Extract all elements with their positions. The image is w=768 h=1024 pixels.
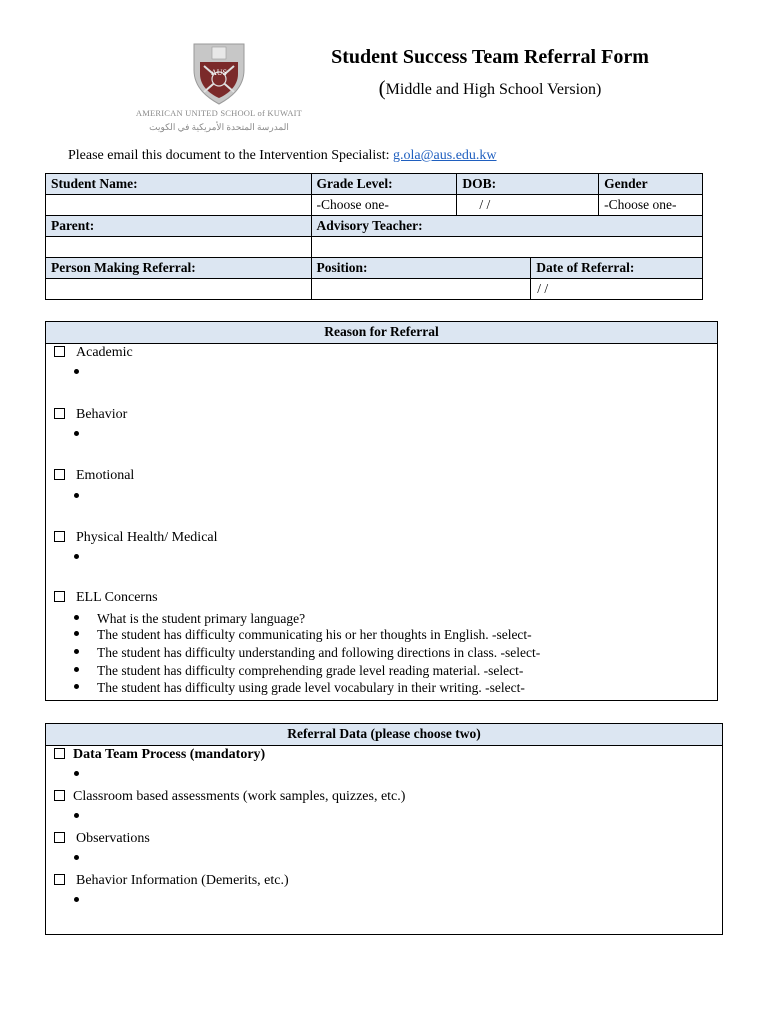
dob-label: DOB:	[457, 174, 599, 195]
ell-item-text: The student has difficulty understanding and following directions in class. -select-	[97, 645, 541, 660]
parent-field[interactable]	[46, 237, 312, 258]
position-field[interactable]	[311, 279, 531, 300]
student-name-label: Student Name:	[46, 174, 312, 195]
parent-label: Parent:	[46, 216, 312, 237]
ell-item[interactable]	[74, 627, 532, 643]
reason-academic[interactable]	[54, 345, 133, 361]
ell-item-text: The student has difficulty comprehending grade level reading material. -select-	[97, 663, 524, 678]
student-info-table	[45, 173, 703, 300]
referral-classroom-assessments[interactable]	[54, 789, 405, 805]
school-shield-icon	[190, 40, 248, 106]
school-name-ar: المدرسة المتحدة الأمريكية في الكويت	[149, 122, 289, 132]
position-label: Position:	[311, 258, 531, 279]
referral-data-section	[45, 723, 723, 935]
instructions-text: Please email this document to the Intervention Specialist:	[68, 148, 394, 163]
email-link[interactable]: g.ola@aus.edu.kw	[393, 148, 497, 163]
grade-level-label: Grade Level:	[311, 174, 457, 195]
academic-bullet[interactable]	[74, 366, 97, 382]
behavior-label: Behavior	[76, 407, 128, 422]
advisory-teacher-field[interactable]	[311, 237, 702, 258]
ell-item-text: The student has difficulty communicating his or her thoughts in English. -select-	[97, 627, 532, 642]
instructions-line	[68, 148, 497, 164]
gender-select[interactable]: -Choose one-	[599, 195, 703, 216]
form-title: Student Success Team Referral Form	[331, 46, 649, 68]
date-of-referral-field[interactable]: / /	[531, 279, 703, 300]
reason-physical-health[interactable]	[54, 530, 218, 546]
data-team-bullet[interactable]	[74, 768, 97, 784]
reason-heading: Reason for Referral	[46, 322, 717, 344]
classroom-assessments-checkbox[interactable]	[54, 790, 65, 801]
academic-checkbox[interactable]	[54, 346, 65, 357]
referral-behavior-information[interactable]	[54, 873, 289, 889]
classroom-assessments-label: Classroom based assessments (work samples, quizzes, etc.)	[73, 789, 406, 804]
observations-label: Observations	[76, 831, 150, 846]
ell-item[interactable]	[74, 663, 523, 679]
person-referral-label: Person Making Referral:	[46, 258, 312, 279]
ell-item[interactable]	[74, 680, 525, 696]
observations-bullet[interactable]	[74, 852, 97, 868]
emotional-bullet[interactable]	[74, 490, 97, 506]
date-of-referral-label: Date of Referral:	[531, 258, 703, 279]
dob-field[interactable]: / /	[457, 195, 599, 216]
ell-item-text: What is the student primary language?	[97, 611, 306, 626]
ell-item	[74, 611, 305, 627]
academic-label: Academic	[76, 345, 133, 360]
reason-behavior[interactable]	[54, 407, 127, 423]
subtitle-paren: (	[378, 76, 386, 100]
emotional-label: Emotional	[76, 468, 135, 483]
behavior-information-bullet[interactable]	[74, 894, 97, 910]
referral-data-heading: Referral Data (please choose two)	[46, 724, 722, 746]
ell-label: ELL Concerns	[76, 590, 158, 605]
behavior-checkbox[interactable]	[54, 408, 65, 419]
data-team-checkbox[interactable]	[54, 748, 65, 759]
ell-item[interactable]	[74, 645, 540, 661]
referral-observations[interactable]	[54, 831, 150, 847]
data-team-label: Data Team Process (mandatory)	[73, 747, 266, 762]
reason-for-referral-section	[45, 321, 718, 701]
person-referral-field[interactable]	[46, 279, 312, 300]
grade-level-select[interactable]: -Choose one-	[311, 195, 457, 216]
ell-checkbox[interactable]	[54, 591, 65, 602]
student-name-field[interactable]	[46, 195, 312, 216]
physical-health-checkbox[interactable]	[54, 531, 65, 542]
behavior-information-checkbox[interactable]	[54, 874, 65, 885]
logo-text: AUS	[210, 68, 228, 77]
reason-emotional[interactable]	[54, 468, 134, 484]
school-logo	[128, 38, 310, 138]
behavior-bullet[interactable]	[74, 428, 97, 444]
referral-data-team-process[interactable]	[54, 747, 265, 763]
reason-ell-concerns[interactable]	[54, 590, 158, 606]
behavior-information-label: Behavior Information (Demerits, etc.)	[76, 873, 289, 888]
observations-checkbox[interactable]	[54, 832, 65, 843]
physical-health-label: Physical Health/ Medical	[76, 530, 218, 545]
form-subtitle	[320, 76, 660, 101]
classroom-assessments-bullet[interactable]	[74, 810, 97, 826]
school-name-en: AMERICAN UNITED SCHOOL of KUWAIT	[135, 108, 303, 118]
gender-label: Gender	[599, 174, 703, 195]
advisory-teacher-label: Advisory Teacher:	[311, 216, 702, 237]
physical-health-bullet[interactable]	[74, 551, 97, 567]
ell-item-text: The student has difficulty using grade level vocabulary in their writing. -select-	[97, 680, 525, 695]
subtitle-text: Middle and High School Version)	[385, 81, 602, 98]
emotional-checkbox[interactable]	[54, 469, 65, 480]
